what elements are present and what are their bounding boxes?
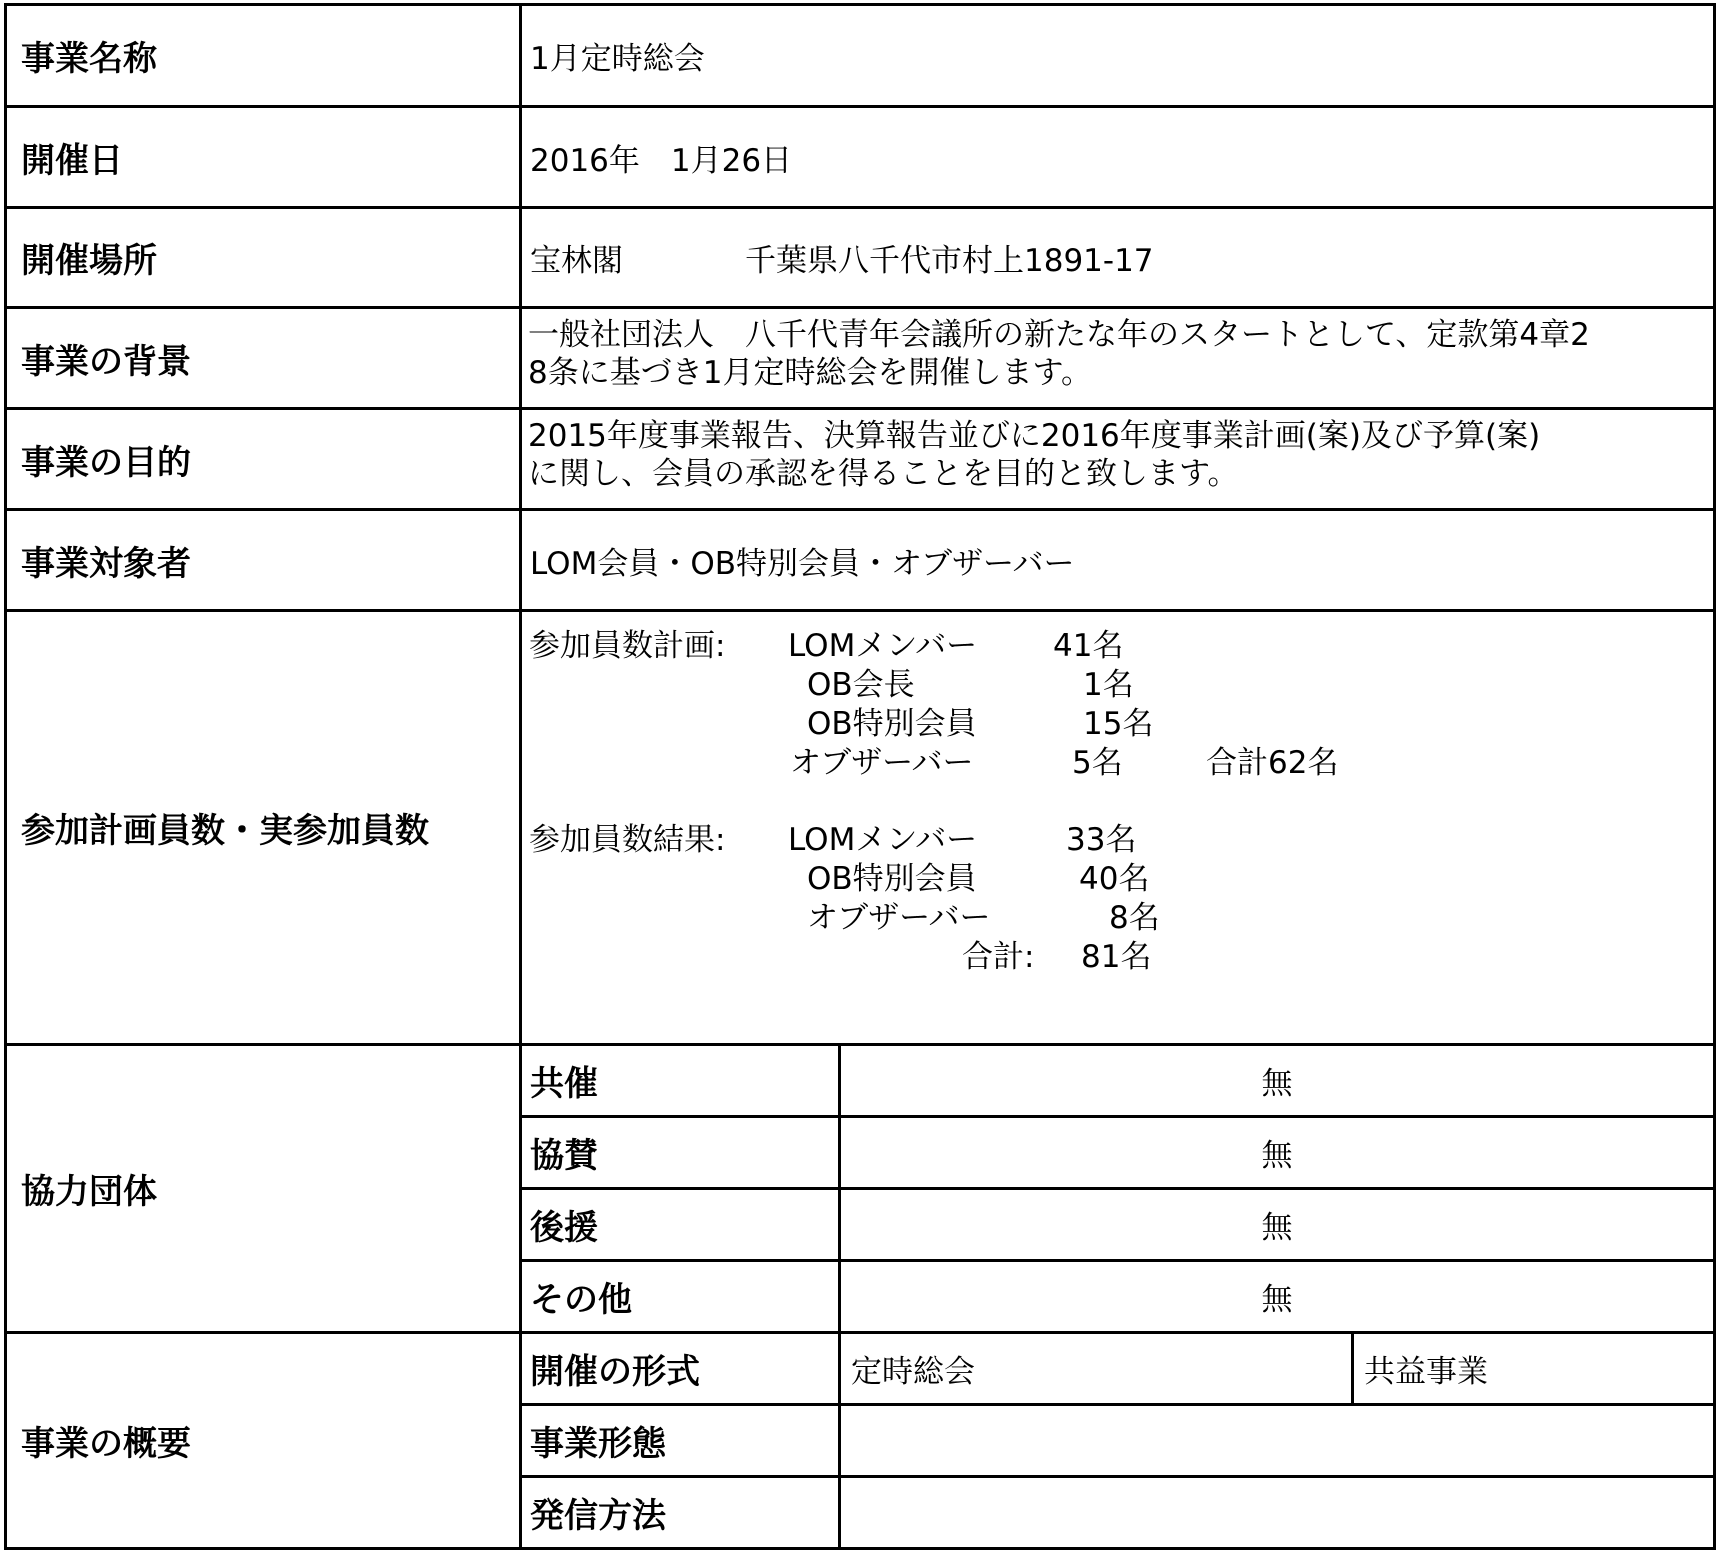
date-label: 開催日	[21, 140, 123, 181]
plan-item-count: 15名	[1083, 706, 1154, 742]
dissemination-label: 発信方法	[530, 1496, 666, 1536]
result-heading: 参加員数結果:	[529, 822, 726, 858]
target-value: LOM会員・OB特別会員・オブザーバー	[530, 545, 1075, 582]
plan-item-count: 41名	[1053, 628, 1124, 664]
plan-item-name: LOMメンバー	[788, 628, 978, 664]
venue-value	[522, 209, 1713, 306]
plan-item-name: オブザーバー	[790, 745, 974, 781]
plan-heading: 参加員数計画:	[529, 628, 726, 664]
purpose-line: に関し、会員の承認を得ることを目的と致します。	[528, 456, 1239, 492]
plan-item-count: 1名	[1083, 667, 1134, 703]
background-line: 一般社団法人 八千代青年会議所の新たな年のスタートとして、定款第4章2	[528, 317, 1590, 353]
plan-item-name: OB特別会員	[807, 706, 977, 742]
co-host-value: 無	[1261, 1066, 1293, 1102]
purpose-label: 事業の目的	[21, 442, 191, 483]
business-form-label: 事業形態	[530, 1424, 666, 1464]
background-label: 事業の背景	[21, 341, 191, 382]
other-label: その他	[530, 1280, 632, 1320]
table-border	[4, 1547, 1716, 1550]
venue-name: 宝林閣	[530, 243, 623, 279]
result-item-count: 40名	[1079, 861, 1150, 897]
venue-address: 千葉県八千代市村上1891-17	[745, 243, 1154, 279]
result-item-count: 8名	[1109, 900, 1160, 936]
format-label: 開催の形式	[530, 1352, 700, 1392]
result-item-name: LOMメンバー	[788, 822, 978, 858]
event-name-label: 事業名称	[21, 39, 157, 79]
sponsor-value: 無	[1261, 1138, 1293, 1174]
format-value: 定時総会	[851, 1354, 975, 1390]
sponsor-label: 協賛	[530, 1136, 598, 1176]
plan-total: 合計62名	[1206, 745, 1339, 781]
target-label: 事業対象者	[21, 543, 191, 584]
event-name-value: 1月定時総会	[530, 41, 705, 77]
plan-item-count: 5名	[1072, 745, 1123, 781]
support-label: 後援	[530, 1208, 598, 1248]
co-host-label: 共催	[530, 1064, 598, 1104]
date-value: 2016年 1月26日	[530, 142, 793, 179]
business-form-value	[841, 1406, 1713, 1475]
background-line: 8条に基づき1月定時総会を開催します。	[528, 355, 1092, 391]
background-value	[528, 316, 1711, 392]
purpose-line: 2015年度事業報告、決算報告並びに2016年度事業計画(案)及び予算(案)	[528, 418, 1541, 454]
support-value: 無	[1261, 1210, 1293, 1246]
format-category: 共益事業	[1364, 1354, 1488, 1390]
other-value: 無	[1261, 1282, 1293, 1318]
result-total-value: 81名	[1081, 939, 1152, 975]
dissemination-value	[841, 1478, 1713, 1547]
result-total-label: 合計:	[962, 939, 1035, 975]
result-item-count: 33名	[1066, 822, 1137, 858]
purpose-value	[528, 417, 1711, 493]
cooperation-label: 協力団体	[21, 1172, 157, 1212]
venue-label: 開催場所	[21, 241, 157, 281]
result-item-name: オブザーバー	[807, 900, 991, 936]
result-item-name: OB特別会員	[807, 861, 977, 897]
participants-label: 参加計画員数・実参加員数	[21, 811, 429, 851]
plan-item-name: OB会長	[807, 667, 915, 703]
overview-label: 事業の概要	[21, 1424, 191, 1464]
